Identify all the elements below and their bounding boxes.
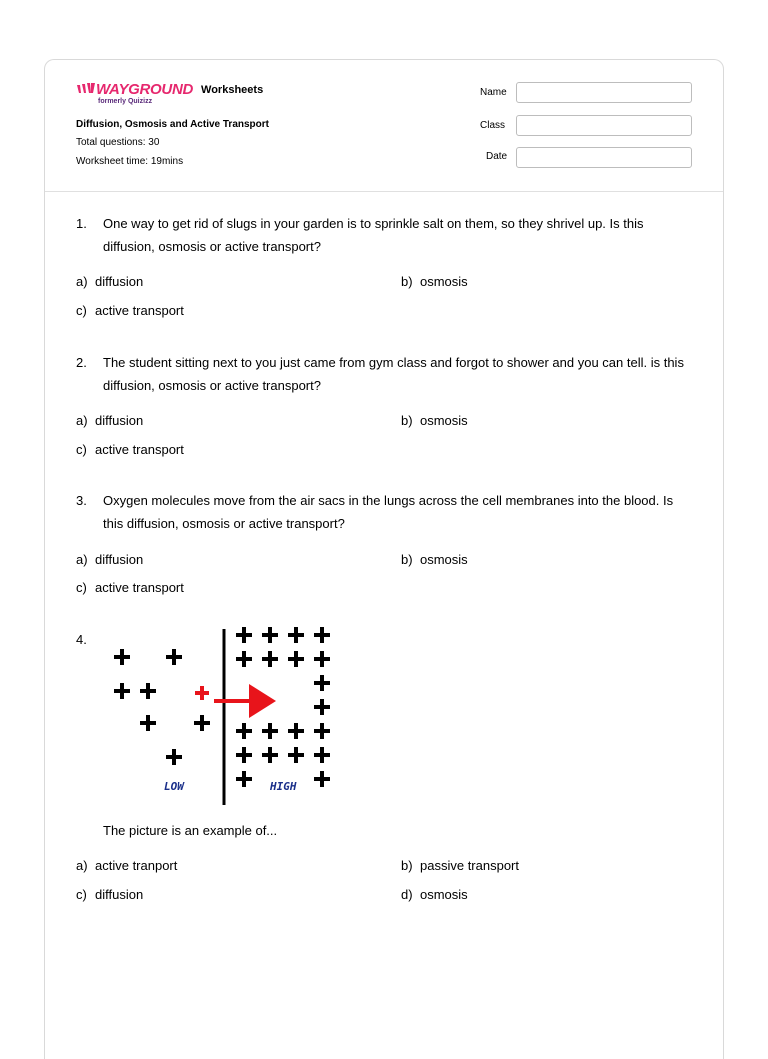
option-2a[interactable]: a) diffusion bbox=[76, 413, 144, 428]
particle-plus bbox=[236, 771, 252, 787]
wayground-logo-icon bbox=[76, 82, 96, 96]
worksheet-header bbox=[45, 60, 723, 192]
particle-plus bbox=[114, 683, 130, 699]
date-label: Date bbox=[486, 151, 508, 162]
worksheet-page bbox=[44, 59, 724, 1059]
question-number: 4. bbox=[76, 632, 87, 647]
option-1c[interactable]: c) active transport bbox=[76, 303, 184, 318]
name-label: Name bbox=[480, 87, 507, 98]
particle-plus bbox=[314, 723, 330, 739]
option-2b[interactable]: b) osmosis bbox=[401, 413, 468, 428]
moving-particle-plus bbox=[195, 686, 209, 700]
particle-plus bbox=[314, 699, 330, 715]
name-field[interactable] bbox=[516, 82, 692, 103]
particle-plus bbox=[262, 627, 278, 643]
particle-plus bbox=[262, 651, 278, 667]
particle-plus bbox=[288, 723, 304, 739]
particle-plus bbox=[314, 651, 330, 667]
option-2c[interactable]: c) active transport bbox=[76, 442, 184, 457]
particle-plus bbox=[314, 627, 330, 643]
option-4a[interactable]: a) active tranport bbox=[76, 858, 178, 873]
particle-plus bbox=[288, 651, 304, 667]
option-3b[interactable]: b) osmosis bbox=[401, 552, 468, 567]
low-label: LOW bbox=[164, 780, 184, 793]
question-text: Oxygen molecules move from the air sacs in the lungs across the cell membranes into the blood. Is this diffusion, osmosis or active transport? bbox=[103, 493, 674, 531]
particle-plus bbox=[140, 683, 156, 699]
particle-plus bbox=[114, 649, 130, 665]
option-4c[interactable]: c) diffusion bbox=[76, 887, 144, 902]
option-4d[interactable]: d) osmosis bbox=[401, 887, 468, 902]
particle-plus bbox=[262, 723, 278, 739]
option-1a[interactable]: a) diffusion bbox=[76, 274, 144, 289]
class-field[interactable] bbox=[516, 115, 692, 136]
brand-logo-text: WAYGROUND bbox=[96, 81, 194, 98]
particle-plus bbox=[288, 747, 304, 763]
worksheet-time: Worksheet time: 19mins bbox=[76, 156, 184, 167]
particle-plus bbox=[314, 675, 330, 691]
total-questions: Total questions: 30 bbox=[76, 137, 160, 148]
class-label: Class bbox=[480, 120, 506, 131]
option-4b[interactable]: b) passive transport bbox=[401, 858, 519, 873]
question-text: The picture is an example of... bbox=[103, 823, 278, 838]
particle-plus bbox=[262, 747, 278, 763]
particle-plus bbox=[166, 749, 182, 765]
particle-plus bbox=[140, 715, 156, 731]
question-text: One way to get rid of slugs in your garden is to sprinkle salt on them, so they shrivel up. Is this diffusion, osmosis or active transport? bbox=[103, 216, 644, 254]
particle-plus bbox=[288, 627, 304, 643]
particle-group bbox=[114, 627, 330, 787]
membrane-diagram bbox=[102, 627, 342, 809]
particle-plus bbox=[314, 747, 330, 763]
question-number: 1. bbox=[76, 216, 87, 231]
arrow-head bbox=[249, 684, 276, 718]
brand bbox=[76, 81, 264, 105]
particle-plus bbox=[236, 747, 252, 763]
high-label: HIGH bbox=[270, 780, 297, 793]
particle-plus bbox=[236, 627, 252, 643]
brand-subtitle: formerly Quizizz bbox=[98, 98, 153, 105]
particle-plus bbox=[194, 715, 210, 731]
date-field[interactable] bbox=[516, 147, 692, 168]
particle-plus bbox=[314, 771, 330, 787]
section-label: Worksheets bbox=[201, 84, 264, 96]
worksheet-title: Diffusion, Osmosis and Active Transport bbox=[76, 119, 269, 130]
option-1b[interactable]: b) osmosis bbox=[401, 274, 468, 289]
question-number: 3. bbox=[76, 493, 87, 508]
option-3a[interactable]: a) diffusion bbox=[76, 552, 144, 567]
question-text: The student sitting next to you just came from gym class and forgot to shower and you can tell. is this diffusion, osmosis or active transport? bbox=[103, 355, 684, 393]
question-number: 2. bbox=[76, 355, 87, 370]
brand-logo bbox=[76, 81, 194, 105]
particle-plus bbox=[236, 723, 252, 739]
option-3c[interactable]: c) active transport bbox=[76, 580, 184, 595]
particle-plus bbox=[166, 649, 182, 665]
particle-plus bbox=[236, 651, 252, 667]
